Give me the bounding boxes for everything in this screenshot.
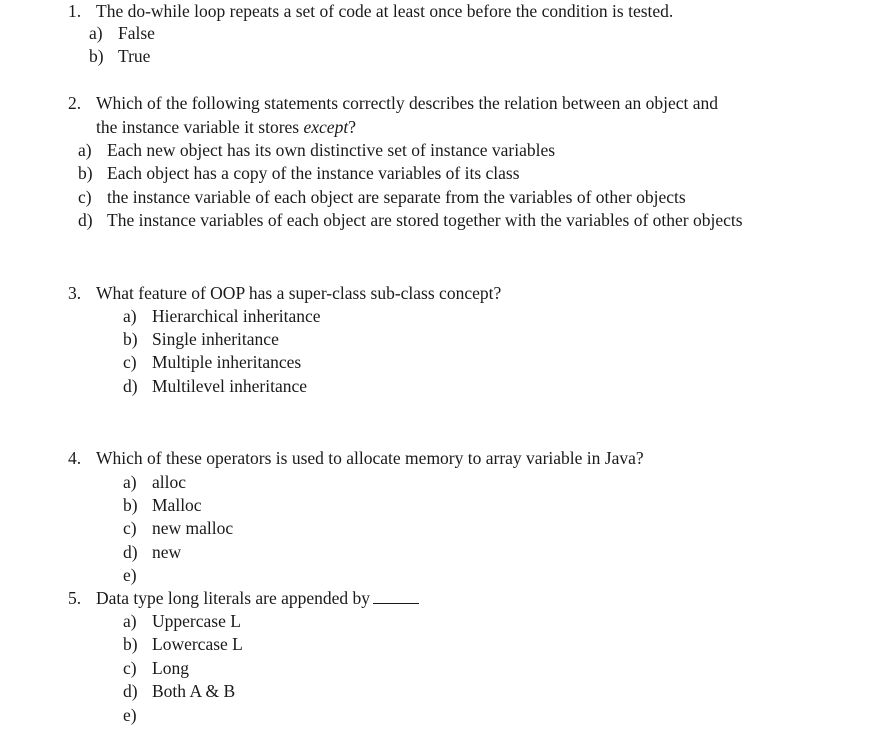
option-letter: a) — [78, 140, 92, 160]
option-text: Long — [152, 658, 189, 678]
option-text: alloc — [152, 472, 187, 492]
answer-blank — [373, 589, 419, 604]
question-text: The do-while loop repeats a set of code at least once before the condition is tested. — [96, 1, 674, 21]
option-text: Multiple inheritances — [152, 352, 302, 372]
option-text: Each new object has its own distinctive set of instance variables — [107, 140, 556, 160]
question-number: 1. — [68, 1, 82, 21]
option-text: the instance variable of each object are separate from the variables of other objects — [107, 187, 686, 207]
question-text-suffix: ? — [348, 117, 356, 137]
option-text: new — [152, 542, 182, 562]
option-letter: d) — [78, 210, 93, 230]
option-letter: d) — [123, 376, 138, 396]
question-text: Data type long literals are appended by — [96, 588, 371, 608]
option-text: The instance variables of each object are stored together with the variables of other objects — [107, 210, 743, 230]
option-letter: c) — [123, 352, 137, 372]
option-text: Multilevel inheritance — [152, 376, 308, 396]
option-text: new malloc — [152, 518, 234, 538]
option-letter: d) — [123, 542, 138, 562]
question-text: Which of the following statements correctly describes the relation between an object and — [96, 93, 718, 113]
option-text: Hierarchical inheritance — [152, 306, 321, 326]
question-emphasis: except — [303, 117, 349, 137]
option-letter: c) — [123, 518, 137, 538]
option-letter: a) — [123, 472, 137, 492]
option-letter: e) — [123, 705, 137, 725]
question-number: 2. — [68, 93, 82, 113]
option-text: Malloc — [152, 495, 202, 515]
question-number: 4. — [68, 448, 82, 468]
option-letter: a) — [123, 611, 137, 631]
option-text: Both A & B — [152, 681, 236, 701]
option-text: Uppercase L — [152, 611, 241, 631]
option-letter: b) — [89, 46, 104, 66]
option-text: False — [118, 23, 155, 43]
question-text: Which of these operators is used to allocate memory to array variable in Java? — [96, 448, 644, 468]
question-text: What feature of OOP has a super-class sub-class concept? — [96, 283, 502, 303]
option-text: True — [118, 46, 151, 66]
option-text: Single inheritance — [152, 329, 279, 349]
option-letter: c) — [78, 187, 92, 207]
question-number: 3. — [68, 283, 82, 303]
option-letter: a) — [123, 306, 137, 326]
option-letter: d) — [123, 681, 138, 701]
option-text: Each object has a copy of the instance variables of its class — [107, 163, 520, 183]
option-letter: a) — [89, 23, 103, 43]
question-text-wrapper — [96, 587, 419, 609]
option-letter: e) — [123, 565, 137, 585]
option-letter: c) — [123, 658, 137, 678]
option-text: Lowercase L — [152, 634, 243, 654]
question-text-prefix: the instance variable it stores — [96, 117, 304, 137]
option-letter: b) — [123, 495, 138, 515]
option-letter: b) — [78, 163, 93, 183]
option-letter: b) — [123, 329, 138, 349]
question-text-continued — [96, 116, 356, 138]
option-letter: b) — [123, 634, 138, 654]
question-number: 5. — [68, 588, 82, 608]
